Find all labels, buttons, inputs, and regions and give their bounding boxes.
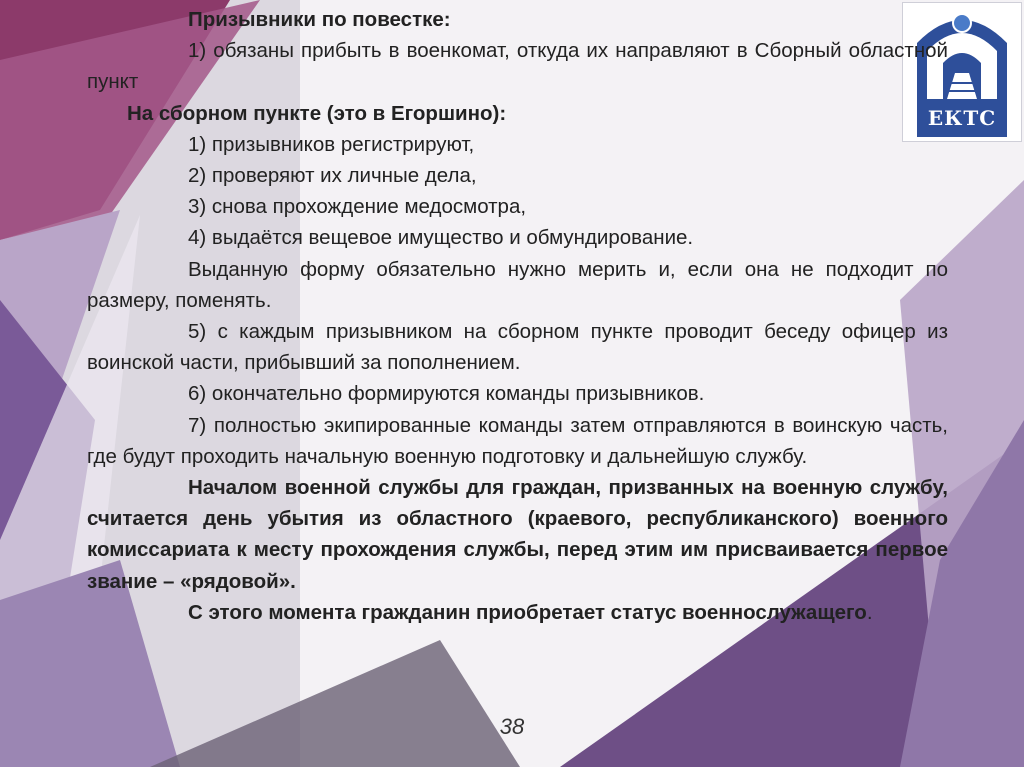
- item-register: 1) призывников регистрируют,: [188, 132, 475, 156]
- item-uniform-fitting: Выданную форму обязательно нужно мерить и, если она не подходит по размеру, поменять.: [87, 257, 948, 312]
- heading-conscripts: Призывники по повестке:: [188, 8, 451, 31]
- logo-text: ЕКТС: [927, 106, 997, 130]
- item-check-files: 2) проверяют их личные дела,: [188, 164, 477, 188]
- item-medical: 3) снова прохождение медосмотра,: [188, 195, 527, 219]
- item-officer-talk: 5) с каждым призывником на сборном пункте проводит беседу офицер из воинской части, прибывший за пополнением.: [87, 320, 948, 375]
- item-uniform: 4) выдаётся вещевое имущество и обмундирование.: [188, 226, 694, 250]
- slide-body: [87, 4, 948, 628]
- item-teams-formed: 6) окончательно формируются команды призывников.: [188, 382, 705, 406]
- paragraph-status: [87, 597, 948, 628]
- heading-assembly-point: На сборном пункте (это в Егоршино):: [127, 101, 507, 125]
- page-number: 38: [499, 714, 525, 739]
- item-teams-dispatched: 7) полностью экипированные команды затем отправляются в воинскую часть, где будут проходить начальную военную подготовку и дальнейшую службу.: [87, 413, 948, 468]
- status-text: С этого момента гражданин приобретает статус военнослужащего: [188, 600, 867, 624]
- paragraph-service-start: Началом военной службы для граждан, призванных на военную службу, считается день убытия из областного (краевого, республиканского) военного комиссариата к месту прохождения службы, перед этим им присваивается первое звание – «рядовой».: [87, 476, 948, 593]
- status-period: .: [866, 600, 873, 624]
- item-report-to-office: 1) обязаны прибыть в военкомат, откуда их направляют в Сборный областной пункт: [87, 39, 948, 94]
